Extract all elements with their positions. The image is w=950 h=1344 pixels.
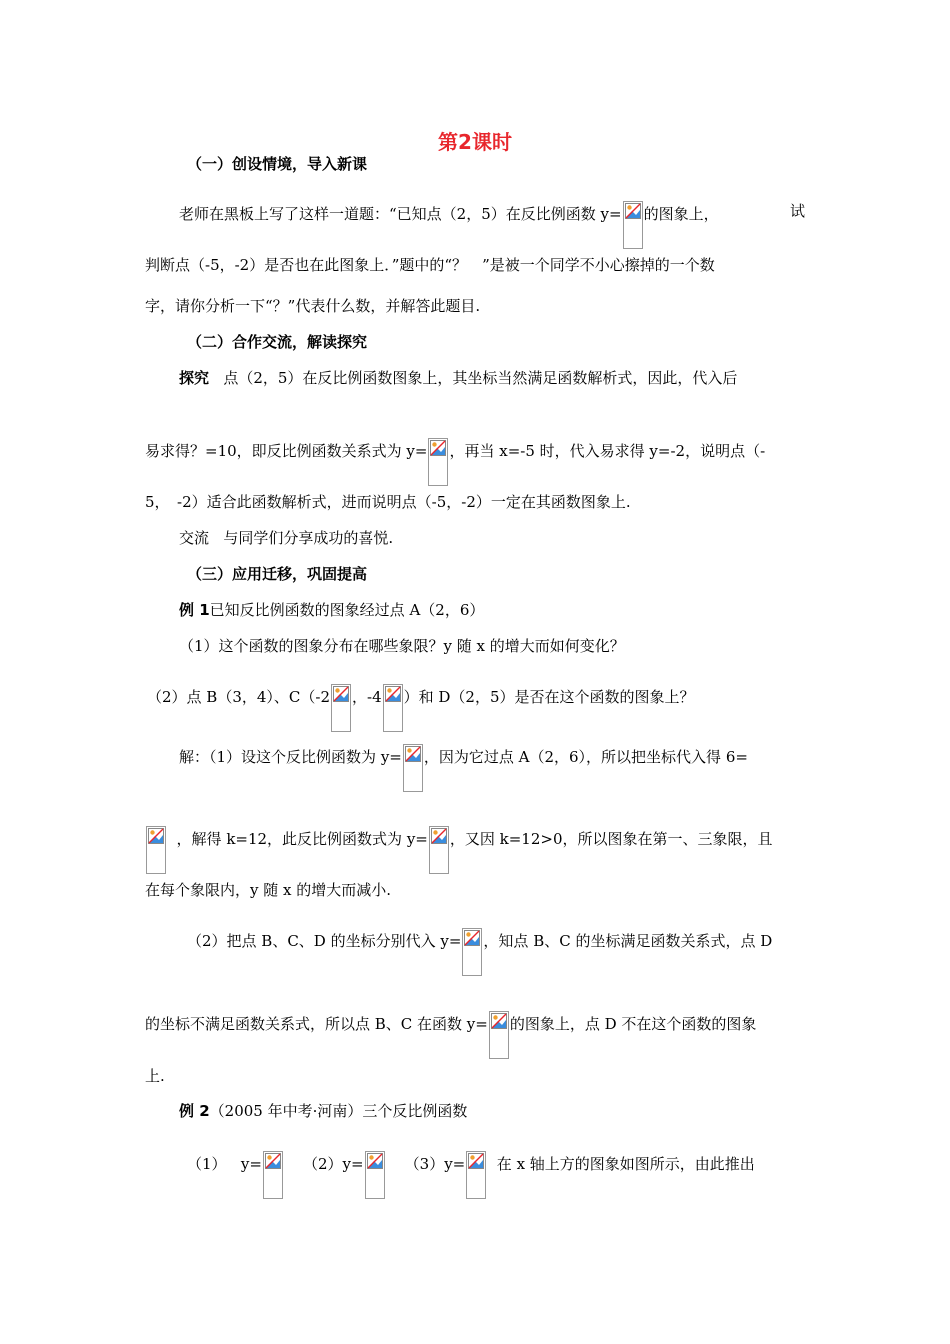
text: 老师在黑板上写了这样一道题：“已知点（2，5）在反比例函数 y= <box>179 205 622 223</box>
paragraph-1-line-1 <box>179 201 719 249</box>
text: （2）点 B（3，4）、C（-2 <box>147 688 331 706</box>
broken-image-icon <box>429 826 449 874</box>
text: ，又因 k=12>0，所以图象在第一、三象限，且 <box>449 830 773 848</box>
broken-image-icon <box>428 438 448 486</box>
text: （2）把点 B、C、D 的坐标分别代入 y= <box>187 932 462 950</box>
example-1-question-1: （1）这个函数的图象分布在哪些象限？y 随 x 的增大而如何变化？ <box>179 637 625 655</box>
explore-line-1 <box>179 368 737 388</box>
paragraph-1-word: 试 <box>790 202 806 220</box>
broken-image-icon <box>146 826 166 874</box>
example-label: 例 2 <box>179 1102 210 1120</box>
text: 已知反比例函数的图象经过点 A（2，6） <box>209 601 485 619</box>
example-1-line <box>179 600 484 620</box>
explore-label: 探究 <box>179 369 210 387</box>
broken-image-icon <box>263 1151 283 1199</box>
solution-line-6: 上. <box>145 1067 165 1085</box>
example-2-functions <box>187 1151 755 1199</box>
section-3-heading: （三）应用迁移，巩固提高 <box>187 565 368 583</box>
broken-image-icon <box>466 1151 486 1199</box>
example-2-line <box>179 1101 467 1121</box>
paragraph-1-line-2: 判断点（-5，-2）是否也在此图象上．”题中的“？ ”是被一个同学不小心擦掉的一个数 <box>145 256 715 274</box>
text: 与同学们分享成功的喜悦. <box>223 529 394 547</box>
text: 的图象上，点 D 不在这个函数的图象 <box>509 1015 757 1033</box>
solution-line-2 <box>145 826 773 874</box>
text: ，知点 B、C 的坐标满足函数关系式，点 D <box>483 932 773 950</box>
text: 在 x 轴上方的图象如图所示，由此推出 <box>496 1155 755 1173</box>
broken-image-icon <box>462 928 482 976</box>
broken-image-icon <box>365 1151 385 1199</box>
text: 点（2，5）在反比例函数图象上，其坐标当然满足函数解析式，因此，代入后 <box>223 369 738 387</box>
solution-line-1 <box>179 744 748 792</box>
exchange-line <box>179 528 393 548</box>
text: ）和 D（2，5）是否在这个函数的图象上？ <box>403 688 695 706</box>
text: ，解得 k=12，此反比例函数式为 y= <box>176 830 428 848</box>
text: （3）y= <box>404 1155 466 1173</box>
example-1-question-2 <box>147 684 695 732</box>
solution-line-4 <box>187 928 772 976</box>
text: （2）y= <box>302 1155 364 1173</box>
section-2-heading: （二）合作交流，解读探究 <box>187 333 368 351</box>
text: 解：（1）设这个反比例函数为 y= <box>179 748 402 766</box>
solution-line-3: 在每个象限内，y 随 x 的增大而减小. <box>145 881 392 899</box>
text: （1） <box>187 1155 227 1173</box>
paragraph-1-line-3: 字，请你分析一下“？”代表什么数，并解答此题目. <box>145 297 481 315</box>
text: ，因为它过点 A（2，6），所以把坐标代入得 6= <box>423 748 748 766</box>
text: ，再当 x=-5 时，代入易求得 y=-2，说明点（- <box>449 442 766 460</box>
text: 易求得？=10，即反比例函数关系式为 y= <box>145 442 428 460</box>
text: 的坐标不满足函数关系式，所以点 B、C 在函数 y= <box>145 1015 488 1033</box>
solution-line-5 <box>145 1011 756 1059</box>
exchange-label: 交流 <box>179 529 210 547</box>
broken-image-icon <box>331 684 351 732</box>
broken-image-icon <box>489 1011 509 1059</box>
page-title: 第2课时 <box>438 130 512 154</box>
text: 的图象上， <box>643 205 719 223</box>
text: y= <box>240 1155 262 1173</box>
example-label: 例 1 <box>179 601 210 619</box>
broken-image-icon <box>623 201 643 249</box>
section-1-heading: （一）创设情境，导入新课 <box>187 155 368 173</box>
explore-line-2 <box>145 438 765 486</box>
broken-image-icon <box>383 684 403 732</box>
explore-line-3: 5， -2）适合此函数解析式，进而说明点（-5，-2）一定在其函数图象上. <box>145 493 631 511</box>
text: ，-4 <box>352 688 382 706</box>
broken-image-icon <box>403 744 423 792</box>
text: （2005 年中考·河南）三个反比例函数 <box>209 1102 468 1120</box>
